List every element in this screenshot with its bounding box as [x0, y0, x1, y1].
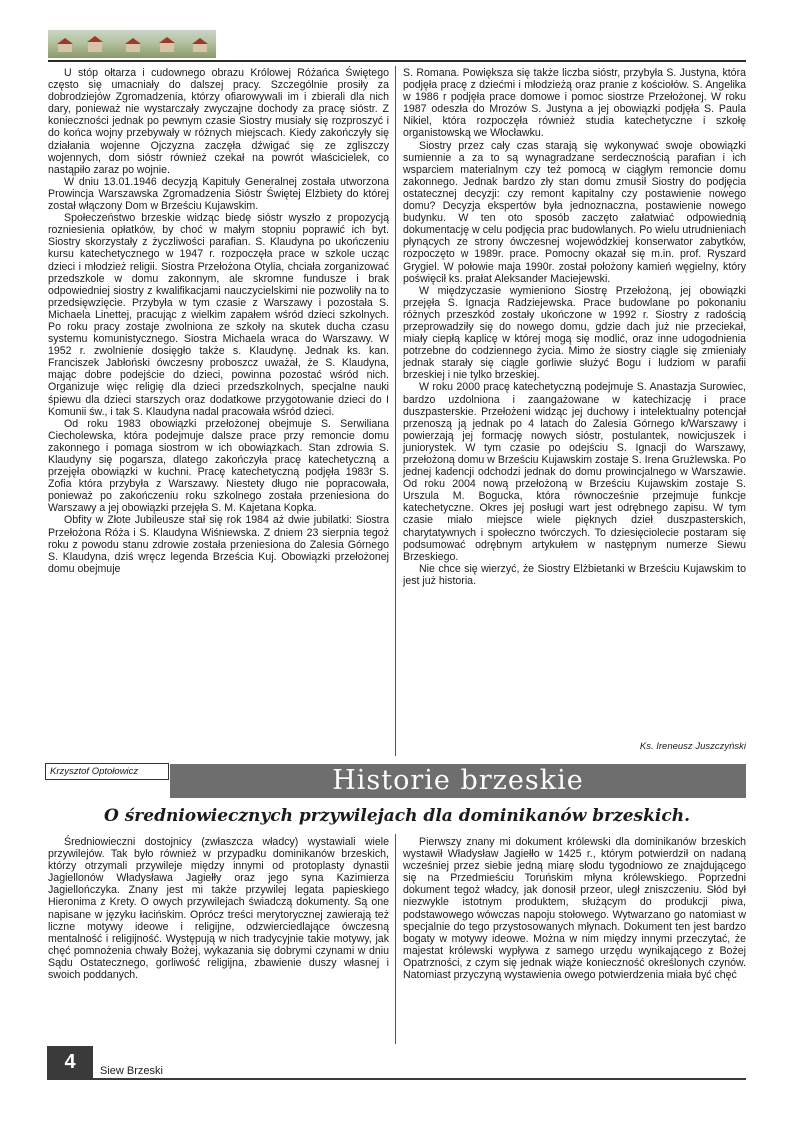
- column-divider: [395, 66, 396, 756]
- paragraph: Siostry przez cały czas starają się wykonywać swoje obowiązki sumiennie a za to są wynagradzane serdecznością parafian i ich wsparciem materialnym czy też pomocą w ciągłym remoncie domu zakonnego. Jednak bardzo zły stan domu zmusił Siostry do podjęcia ostatecznej decyzji: czy remont kapitalny czy postawienie nowego domu? Decyzja ekspertów była jednoznaczna, postawienie nowego budynku. W ten oto sposób zaczęto załatwiać odpowiednią dokumentację w celu podjęcia prac budowlanych. Po wielu utrudnieniach płynących ze strony ówczesnej wojewódzkiej konserwator zabytków, rozpoczęto w 1989r. prace. Pomocny okazał się m.in. prof. Ryszard Grygiel. W połowie maja 1990r. został położony kamień węgielny, który poświęcił ks. prałat Aleksander Maciejewski.: [403, 139, 746, 285]
- paragraph: U stóp ołtarza i cudownego obrazu Królowej Różańca Świętego często się umacniały do dalszej pracy. Szczególnie prosiły za dobrodziejów Zgromadzenia, którzy ofiarowywali im i zbierali dla nich dary, ponieważ nie wystarczały zwyczajne dochody za pracę sióstr. Z konieczności jednak po pewnym czasie Siostry musiały się rozproszyć i do końca wojny przebywały w różnych miejscach. Kiedy zakończyły się działania wojenne Ojczyzna zaczęła dźwigać się ze zgliszczy wojennych, dom sióstr również czekał na powrót właścicielek, co nastąpiło zaraz po wojnie.: [48, 67, 389, 176]
- page-number: 4: [47, 1046, 93, 1078]
- paragraph: Pierwszy znany mi dokument królewski dla dominikanów brzeskich wystawił Władysław Jagiełło w 1425 r., którym potwierdził on nadaną wcześniej przez siebie jedną miarę słodu tygodniowo ze znajdującego się na Przedmieściu Toruńskim młyna królewskiego. Poprzedni dokument tegoż władcy, jak donosił przeor, uległ zniszczeniu. Słód był niezwykle istotnym produktem, służącym do produkcji piwa, podstawowego wówczas napoju stołowego. Wytwarzano go natomiast w specjalnie do tego przystosowanych młynach. Dokument ten jest bardzo bogaty w motywy ideowe. Można w nim między innymi przeczytać, że majestat królewski wypływa z samego urzędu wynikającego z Bożej Opatrzności, z czym się jednak wiąże konieczność określonych czynów. Natomiast przyczyną wystawienia owego potwierdzenia miała być chęć: [403, 836, 746, 982]
- roof-icon: [57, 38, 73, 44]
- house-icon: [160, 43, 174, 52]
- house-icon: [193, 44, 207, 52]
- paragraph: Od roku 1983 obowiązki przełożonej obejmuje S. Serwiliana Ciecholewska, która podejmuje dalsze prace przy remoncie domu zakonnego i pomaga siostrom w ich obowiązkach. Stan zdrowia S. Klaudyny się pogarsza, dlatego zakończyła pracę katechetyczną a przejęła obowiązki w kuchni. Pracę katechetyczną podjęła 1983r S. Zofia która przybyła z Warszawy. Niestety długo nie popracowała, ponieważ po zakończeniu roku szkolnego została przeniesiona do Warszawy a jej obowiązki przejęła S. M. Kajetana Kopka.: [48, 417, 389, 515]
- paragraph: Obfity w Złote Jubileusze stał się rok 1984 aż dwie jubilatki: Siostra Przełożona Róża i S. Klaudyna Wiśniewska. Z dniem 23 sierpnia tegoż roku z powodu stanu zdrowie została przeniesiona do Zalesia Górnego S. Klaudyna, dziś wręcz legenda Brześcia Kuj. Obowiązki przełożonej domu obejmuje: [48, 514, 389, 575]
- roof-icon: [192, 38, 208, 44]
- section-banner: [170, 764, 746, 798]
- roof-icon: [159, 37, 175, 43]
- footer-rule: [47, 1078, 746, 1080]
- roof-icon: [87, 36, 103, 42]
- paragraph: Średniowieczni dostojnicy (zwłaszcza władcy) wystawiali wiele przywilejów. Tak było również w przypadku dominikanów brzeskich, którzy otrzymali przywileje między innymi od protoplasty dynastii Jagiellonów Władysława Jagiełły oraz jego syna Kazimierza Jagiellończyka. Znany jest mi także przywilej legata papieskiego Hieronima z Krety. O owych przywilejach świadczą dokumenty. Są one napisane w języku łacińskim. Oprócz treści merytorycznej zawierają też liczne motywy ideowe i religijne, odzwierciedlające ówczesną mentalność i religijność. Występują w nich tradycyjnie takie motywy, jak chęć pomnożenia chwały Bożej, wykazania się dobrymi czynami w dniu Sądu Ostatecznego, gorliwość religijna, zbawienie duszy własnej i swoich poddanych.: [48, 836, 389, 982]
- paragraph: W dniu 13.01.1946 decyzją Kapituły Generalnej została utworzona Prowincja Warszawska Zgromadzenia Sióstr Świętej Elżbiety do której został włączony Dom w Brześciu Kujawskim.: [48, 175, 389, 213]
- paragraph: W międzyczasie wymieniono Siostrę Przełożoną, jej obowiązki przejęła S. Ignacja Radziejewska. Prace budowlane po pokonaniu różnych przeszkód zostały ukończone w 1992 r. Siostry z radością przeprowadziły się do nowego domu, gdzie dach już nie przeciekał, miały ciepłą kaplicę w której mogą się modlić, oraz inne udogodnienia potrzebne do codziennego życia. Mimo że siostry ciągle się zmieniały jednak starały się ciągle gorliwie służyć Bogu i ludziom w parafii brzeskiej i nie tylko brzeskiej.: [403, 284, 746, 382]
- top-right-column: [403, 67, 746, 587]
- author-signature: Ks. Ireneusz Juszczyński: [639, 741, 746, 752]
- column-divider: [395, 834, 396, 1044]
- section-title: Historie brzeskie: [332, 765, 584, 796]
- paragraph: S. Romana. Powiększa się także liczba sióstr, przybyła S. Justyna, która podjęła pracę z dziećmi i młodzieżą oraz pranie z kościołów. S. Angelika w 1986 r podjęła prace domowe i pomoc siostrze Przełożonej. W roku 1987 odeszła do Mrozów S. Justyna a jej obowiązki podjęła S. Paula Nikiel, która rozpoczęła również studia katechetyczne i szkołę organistowską we Włocławku.: [403, 67, 746, 140]
- article-title: O średniowiecznych przywilejach dla dominikanów brzeskich.: [104, 806, 690, 826]
- roof-icon: [125, 38, 141, 44]
- house-icon: [126, 44, 140, 52]
- author-label: Krzysztof Optołowicz: [45, 763, 169, 780]
- header-photo-strip: [48, 30, 216, 58]
- paragraph: Nie chce się wierzyć, że Siostry Elżbietanki w Brześciu Kujawskim to jest już historia.: [403, 562, 746, 587]
- bottom-right-column: [403, 836, 746, 981]
- paragraph: Społeczeństwo brzeskie widząc biedę sióstr wyszło z propozycją rozniesienia opłatków, by choć w małym stopniu poprawić ich byt. Siostry skorzystały z życzliwości parafian. S. Klaudyna po ukończeniu kursu katechetycznego w 1947 r. rozpoczęła prace w szkole ucząc dzieci i młodzież religii. Siostra Przełożona Otylia, chciała zorganizować przedszkole w domu zakonnym, ale skromne fundusze i brak odpowiedniej siostry z kwalifikacjami nauczycielskimi nie pozwoliły na to przedsięwzięcie. Przybyła w tym czasie z Warszawy i pozostała S. Michaela Linettej, pracując z wielkim zapałem wśród dzieci szkolnych. Po roku pracy zostaje zwolniona ze szkoły na skutek ducha czasu systemu komunistycznego. Siostra Michaela wraca do Warszawy. W 1952 r. zwolnienie dosięgło także s. Klaudynę. Jednak ks. kan. Franciszek Jabłoński ówczesny proboszcz uważał, że S. Klaudyna, mając dobre podejście do dzieci, powinna pozostać wśród nich. Organizuje więc religię dla dzieci przedszkolnych, specjalne nauki śpiewu dla dzieci starszych oraz dodatkowe przygotowanie dzieci do I Komunii św., i tak S. Klaudyna nadal pracowała wśród dzieci.: [48, 212, 389, 418]
- house-icon: [58, 44, 72, 52]
- bottom-left-column: [48, 836, 389, 981]
- paragraph: W roku 2000 pracę katechetyczną podejmuje S. Anastazja Surowiec, bardzo uzdolniona i zaangażowane w katechizację i prace duszpasterskie. Przełożeni widząc jej duchowy i intelektualny potencjał przenoszą ją jednak po 4 latach do Zalesia Górnego k/Warszawy i powierzają jej formację nowych sióstr, postulantek, nowicjuszek i juniorystek. W tym czasie po odejściu S. Ignacji do Warszawy, przełożoną domu w Brześciu Kujawskim zostaje S. Irena Grużlewska. Po jednej kadencji odchodzi jednak do domu prowincjalnego w Warszawie. Od roku 2004 nową przełożoną w Brześciu Kujawskim zostaje S. Urszula M. Bogucka, która równocześnie przejmuje funkcje katechetyczne. Okres jej posługi wart jest odrębnego zapisu. W tym czasie miało miejsce wiele pięknych dzieł duszpasterskich, charytatywnych i społeczno twórczych. To dziesięciolecie postaram się podsumować odrębnym artykułem w następnym numerze Siewu Brzeskiego.: [403, 381, 746, 563]
- house-icon: [88, 42, 102, 52]
- magazine-name: Siew Brzeski: [100, 1065, 163, 1077]
- top-left-column: [48, 67, 389, 575]
- header-rule: [48, 60, 746, 62]
